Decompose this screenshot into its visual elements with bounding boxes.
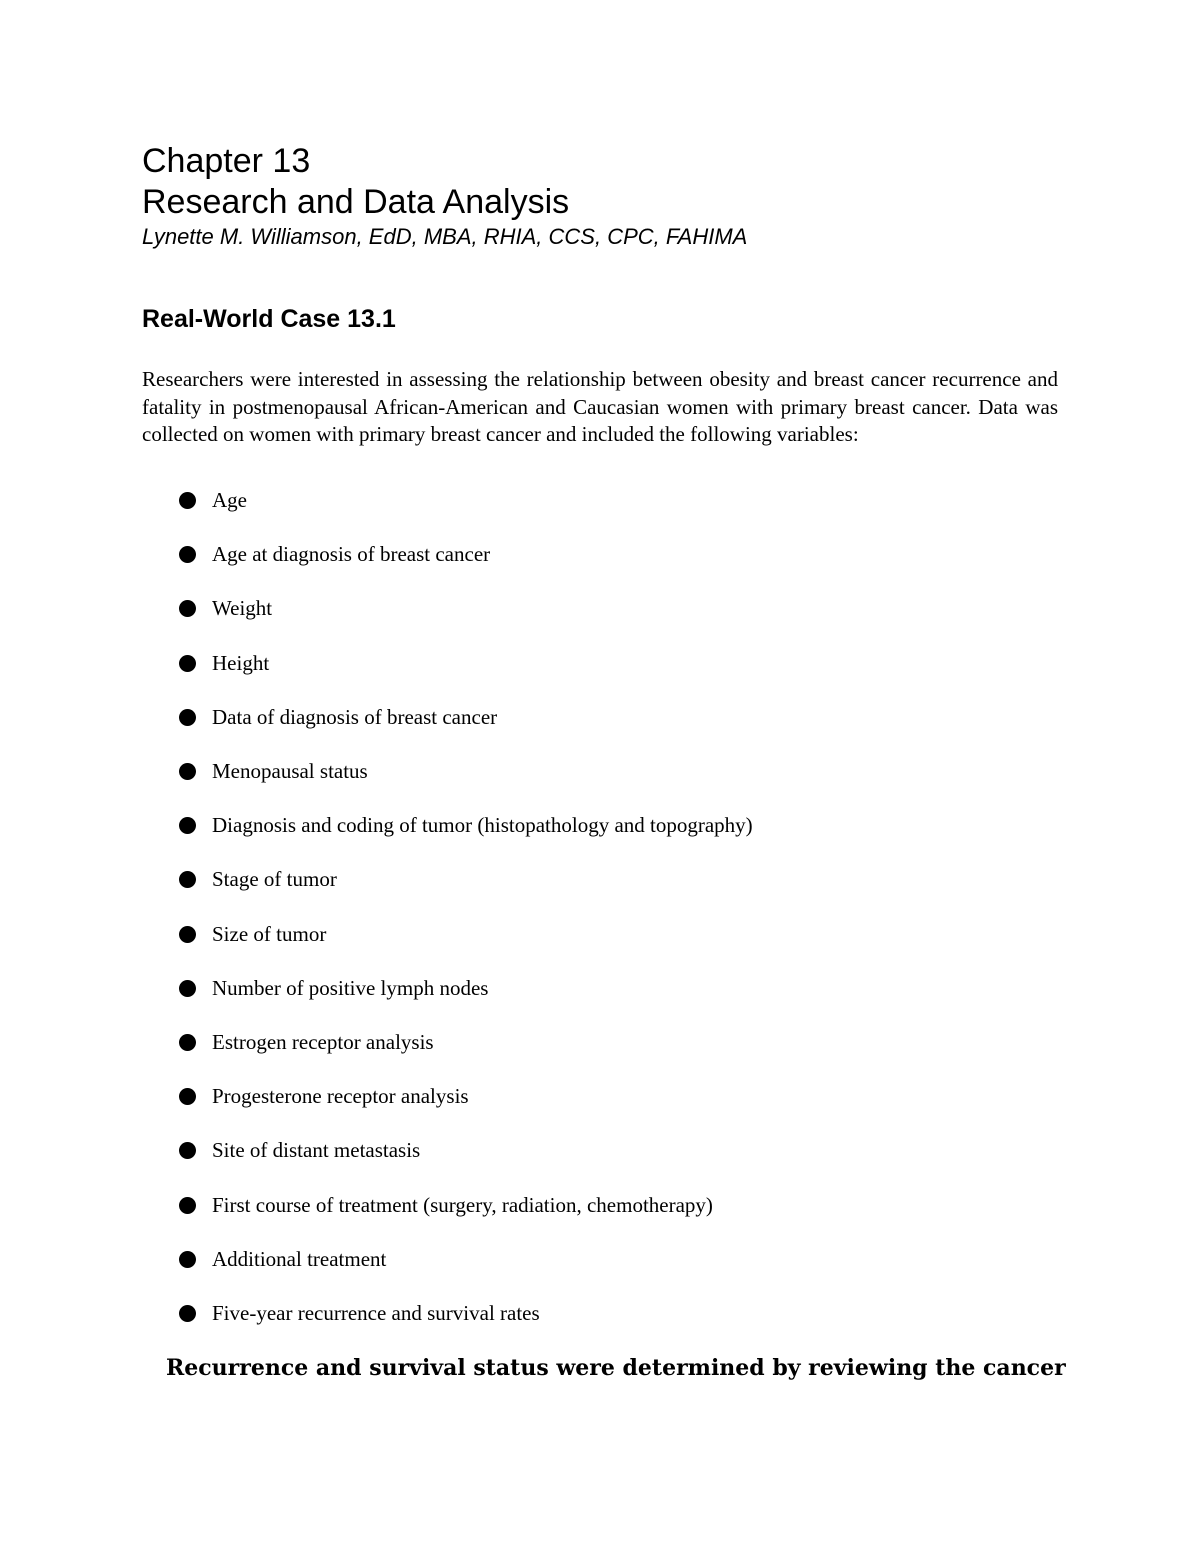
list-item-label: Stage of tumor (212, 867, 337, 892)
bullet-icon (179, 817, 196, 834)
list-item-label: Progesterone receptor analysis (212, 1084, 469, 1109)
list-item (142, 853, 1058, 907)
list-item (142, 1232, 1058, 1286)
list-item (142, 1124, 1058, 1178)
list-item-label: Age at diagnosis of breast cancer (212, 542, 491, 567)
list-item-label: Diagnosis and coding of tumor (histopathology and topography) (212, 813, 753, 838)
list-item-label: First course of treatment (surgery, radiation, chemotherapy) (212, 1192, 713, 1217)
bullet-icon (179, 709, 196, 726)
author-line: Lynette M. Williamson, EdD, MBA, RHIA, CCS, CPC, FAHIMA (142, 224, 748, 249)
bullet-icon (179, 546, 196, 563)
list-item (142, 1286, 1058, 1340)
list-item (142, 582, 1058, 636)
list-item (142, 636, 1058, 690)
bullet-icon (179, 980, 196, 997)
list-item (142, 744, 1058, 798)
case-intro-paragraph: Researchers were interested in assessing the relationship between obesity and breast cancer recurrence and fatality in postmenopausal African-American and Caucasian women with primary breast cancer. Data was collected on women with primary breast cancer and included the following variables: (142, 367, 1058, 446)
closing-sentence: Recurrence and survival status were determined by reviewing the cancer (166, 1354, 1066, 1381)
chapter-subtitle: Research and Data Analysis (142, 183, 570, 221)
list-item-label: Estrogen receptor analysis (212, 1029, 434, 1054)
list-item-label: Data of diagnosis of breast cancer (212, 704, 498, 729)
list-item (142, 799, 1058, 853)
list-item (142, 907, 1058, 961)
bullet-icon (179, 763, 196, 780)
bullet-icon (179, 926, 196, 943)
bullet-icon (179, 1197, 196, 1214)
bullet-icon (179, 871, 196, 888)
list-item-label: Additional treatment (212, 1246, 387, 1271)
list-item (142, 528, 1058, 582)
list-item (142, 961, 1058, 1015)
list-item (142, 1070, 1058, 1124)
list-item-label: Site of distant metastasis (212, 1138, 421, 1163)
list-item (142, 690, 1058, 744)
list-item (142, 1015, 1058, 1069)
list-item (142, 1178, 1058, 1232)
list-item-label: Height (212, 650, 270, 675)
chapter-title: Chapter 13 (142, 142, 311, 180)
bullet-icon (179, 492, 196, 509)
bullet-icon (179, 600, 196, 617)
list-item-label: Five-year recurrence and survival rates (212, 1300, 540, 1325)
list-item-label: Age (212, 488, 247, 513)
list-item-label: Size of tumor (212, 921, 327, 946)
bullet-icon (179, 1251, 196, 1268)
bullet-icon (179, 655, 196, 672)
list-item (142, 474, 1058, 528)
document-page (142, 140, 1066, 1383)
bullet-icon (179, 1034, 196, 1051)
list-item-label: Menopausal status (212, 759, 368, 784)
bullet-icon (179, 1088, 196, 1105)
bullet-icon (179, 1305, 196, 1322)
bullet-icon (179, 1142, 196, 1159)
list-item-label: Number of positive lymph nodes (212, 975, 489, 1000)
list-item-label: Weight (212, 596, 273, 621)
case-heading: Real-World Case 13.1 (142, 305, 396, 333)
variables-list (142, 474, 1058, 1341)
